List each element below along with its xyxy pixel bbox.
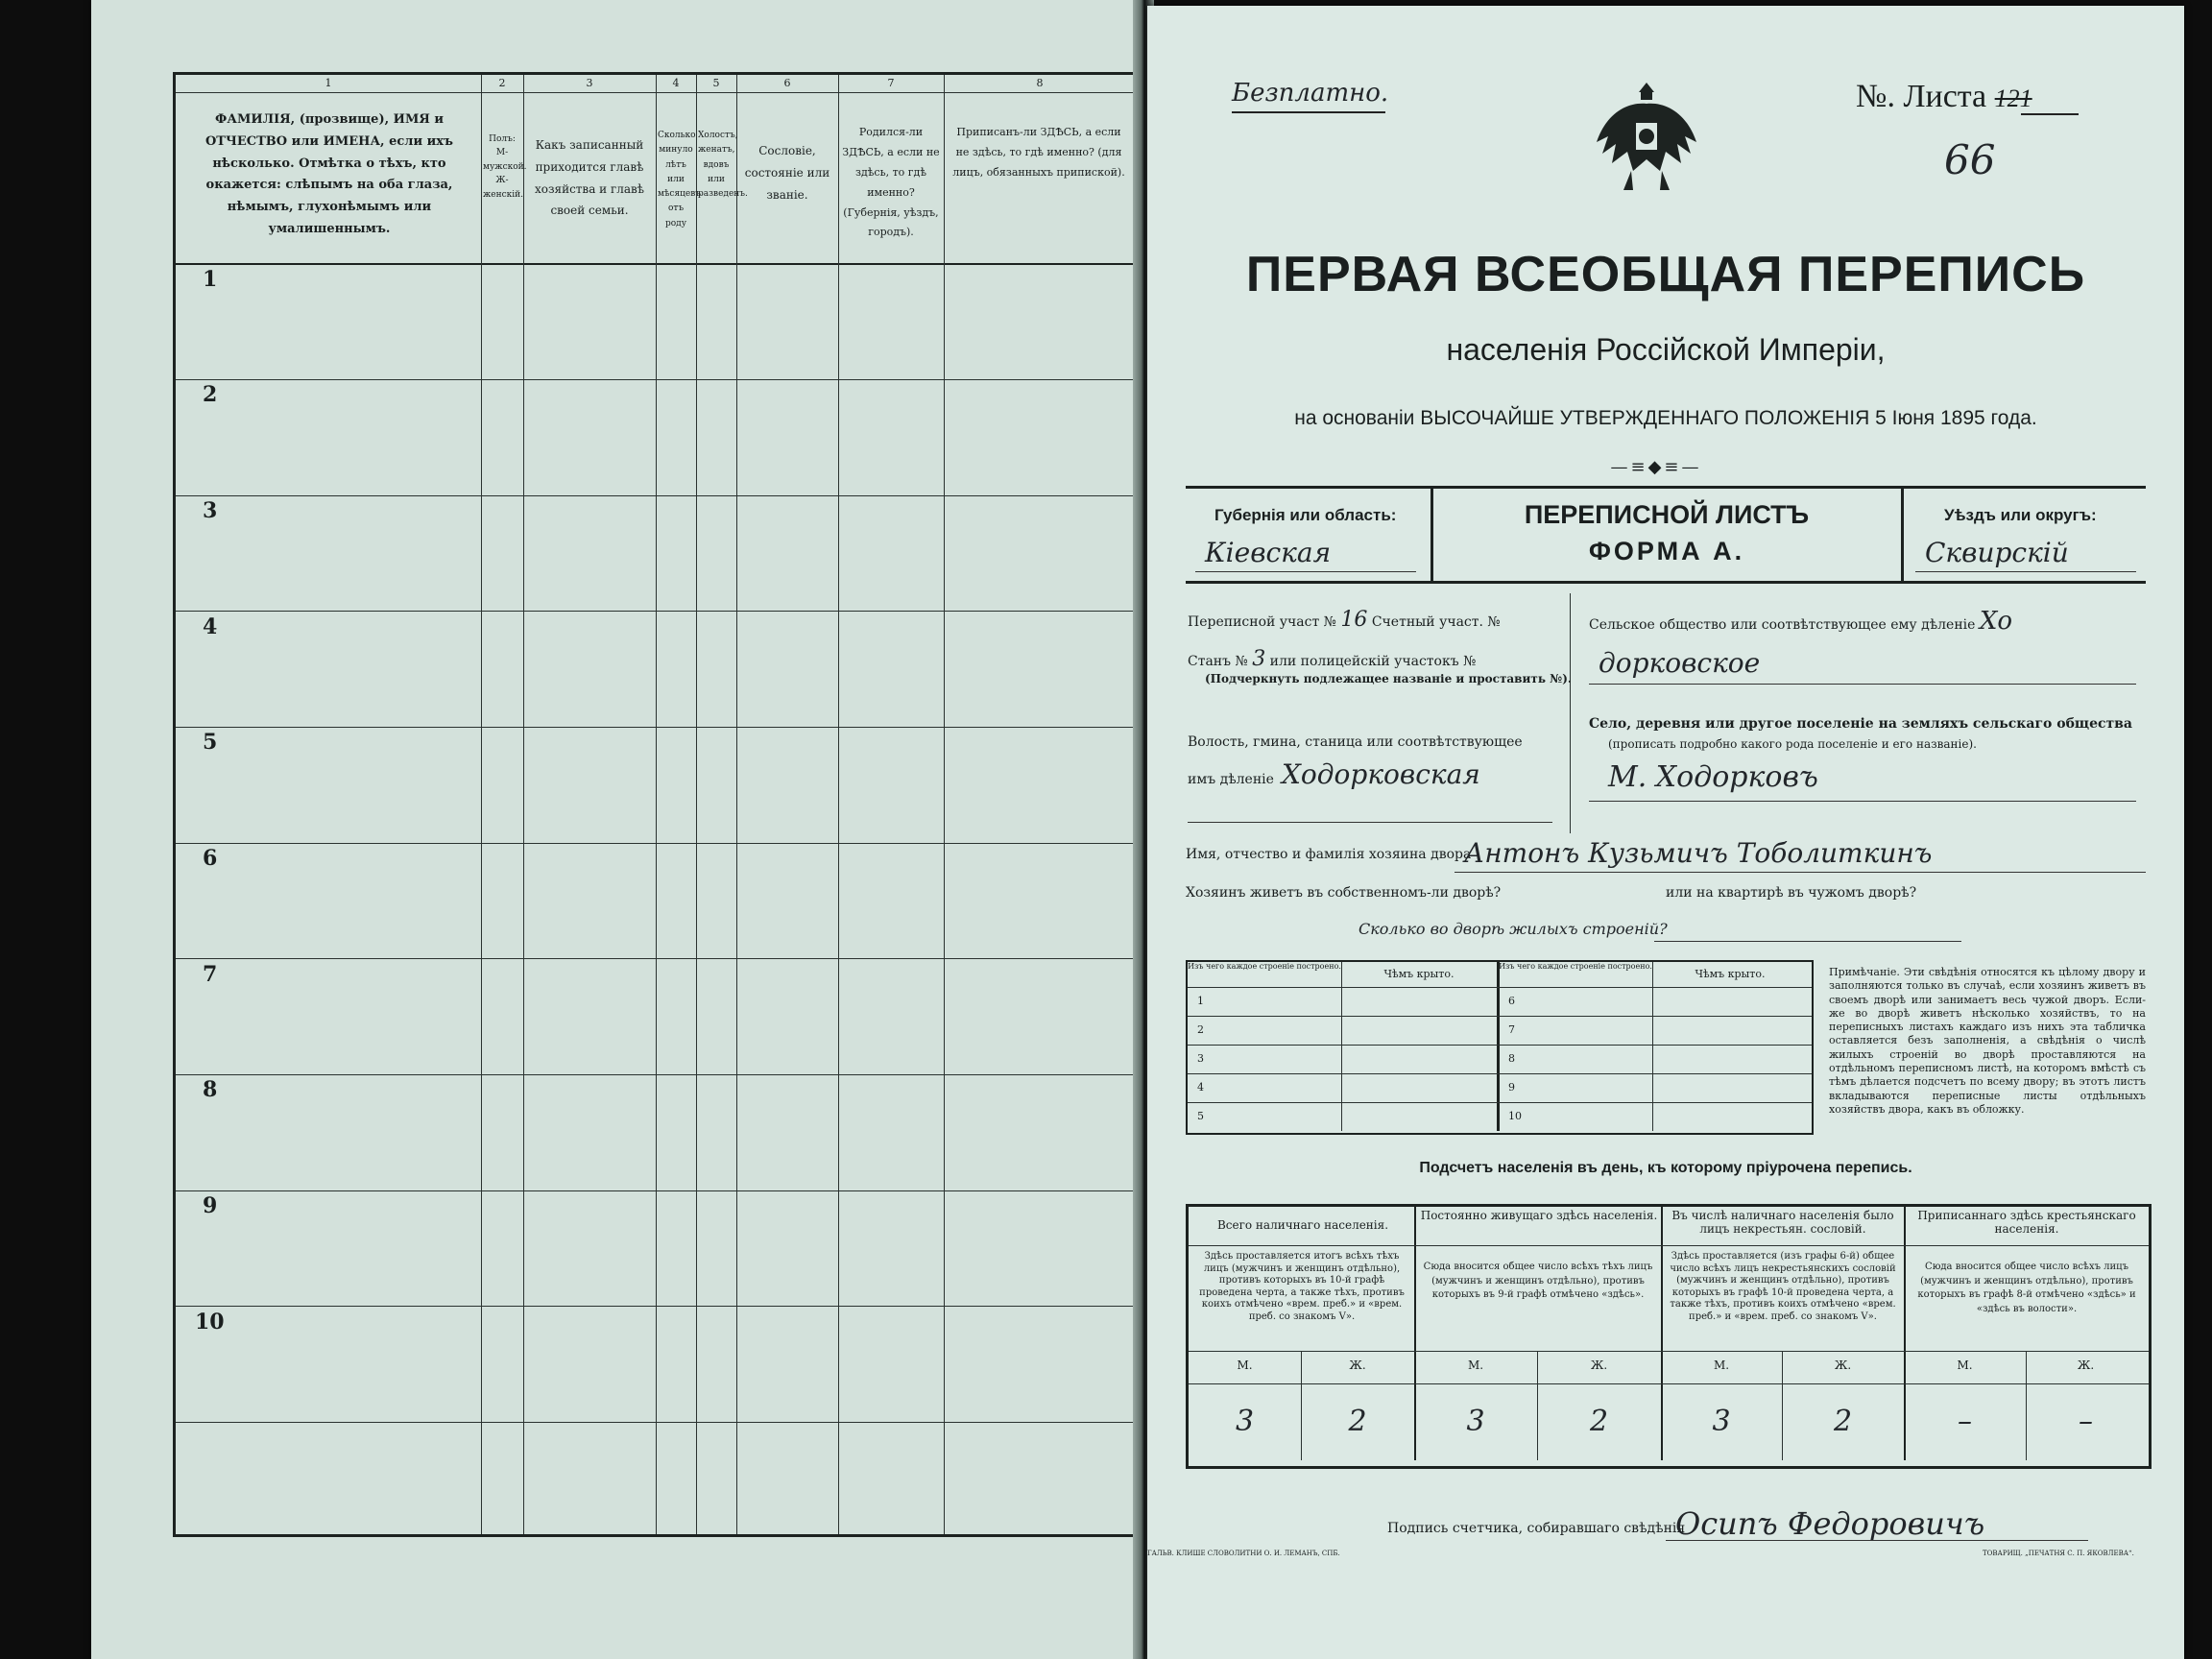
bld-head-roof: Чѣмъ крыто.: [1383, 968, 1455, 980]
bld-row-number: 5: [1197, 1110, 1204, 1122]
count-table: [1186, 1204, 2152, 1469]
owner-underline: [1455, 872, 2146, 873]
volost-label: Волость, гмина, станица или соотвѣтствующее имъ дѣленіе: [1188, 734, 1523, 788]
count-mz: Ж.: [1590, 1358, 1608, 1372]
uchastok-row: Переписной участ № 16 Счетный участ. №: [1188, 608, 1501, 632]
selo-value: М. Ходорковъ: [1608, 760, 1818, 794]
count-value: 3: [1235, 1405, 1255, 1438]
obshchestvo-row: Сельское общество или соотвѣтствующее ему дѣленіе Хо: [1589, 607, 2013, 636]
header-age: Сколько минуло лѣтъ или мѣсяцевъ отъ роду: [658, 131, 702, 228]
count-value: 3: [1712, 1405, 1731, 1438]
count-value: –: [1958, 1405, 1972, 1438]
imperial-eagle-icon: [1589, 75, 1704, 198]
owner-row: Имя, отчество и фамилія хозяина двора: [1186, 847, 1472, 862]
form-title-2: ФОРМА А.: [1588, 537, 1745, 565]
count-head-nonpeasant: Въ числѣ наличнаго населенія было лицъ некрестьян. сословій.: [1671, 1209, 1894, 1236]
stan-row: Станъ № 3 или полицейскій участокъ №: [1188, 647, 1477, 671]
count-desc: Здѣсь проставляется (изъ графы 6-й) общее число всѣхъ лицъ некрестьянскихъ сословій (мужчинъ и женщинъ отдѣльно), противъ которыхъ въ графѣ 10-й проведена черта, а также тѣхъ, противъ коихъ отмѣчено «врем. преб.» и «врем. преб. со знакомъ V».: [1670, 1251, 1896, 1322]
col-number: 4: [672, 77, 680, 89]
sheet-no-underline: [2021, 113, 2079, 115]
count-title: Подсчетъ населенія въ день, къ которому пріурочена перепись.: [1419, 1160, 1912, 1176]
count-mz: Ж.: [2077, 1358, 2095, 1372]
stan-value: 3: [1252, 647, 1266, 671]
uezd-label: Уѣздъ или округъ:: [1944, 506, 2097, 524]
count-value: 2: [1833, 1405, 1853, 1438]
uchastok-value: 16: [1340, 608, 1368, 632]
count-mz: Ж.: [1834, 1358, 1852, 1372]
count-mz: М.: [1237, 1358, 1253, 1372]
header-marital: Холостъ, женатъ, вдовъ или разведенъ.: [698, 131, 748, 200]
bld-head-material: Изъ чего каждое строеніе построено.: [1188, 962, 1341, 971]
count-mz: М.: [1957, 1358, 1973, 1372]
footer-left: ГАЛЬВ. КЛИШЕ СЛОВОЛИТНИ О. И. ЛЕМАНЪ, СПБ.: [1147, 1550, 1340, 1557]
count-mz: Ж.: [1349, 1358, 1366, 1372]
bld-row-number: 2: [1197, 1023, 1204, 1036]
buildings-underline: [1654, 941, 1961, 942]
ornament-divider: —≡◆≡—: [1610, 457, 1702, 477]
document-subtitle: населенія Россійской Имперіи,: [1446, 332, 1886, 367]
row-number: 8: [203, 1077, 218, 1102]
signature-value: Осипъ Федоровичъ: [1675, 1505, 1985, 1542]
document-title: ПЕРВАЯ ВСЕОБЩАЯ ПЕРЕПИСЬ: [1245, 247, 2086, 302]
header-birthplace: Родился-ли ЗДѢСЬ, а если не здѣсь, то гдѣ именно? (Губернія, уѣздъ, городъ).: [842, 126, 940, 239]
free-underline: [1232, 111, 1385, 113]
count-value: 2: [1589, 1405, 1609, 1438]
selo-note: (прописать подробно какого рода поселеніе и его названіе).: [1608, 737, 1977, 751]
row-number: 3: [203, 498, 218, 523]
selo-label: Село, деревня или другое поселеніе на земляхъ сельскаго общества: [1589, 716, 2132, 732]
buildings-table: [1186, 960, 1814, 1135]
count-head-permanent: Постоянно живущаго здѣсь населенія.: [1420, 1209, 1658, 1222]
bld-row-number: 8: [1508, 1052, 1515, 1065]
row-number: 1: [203, 267, 218, 292]
buildings-note: Примѣчаніе. Эти свѣдѣнія относятся къ цѣлому двору и заполняются только въ случаѣ, если хозяинъ живетъ въ своемъ дворѣ или занимаетъ весь чужой дворъ. Если-же во дворѣ живетъ нѣсколько хозяйствъ, то на переписныхъ листахъ каждаго изъ нихъ эта табличка оставляется безъ заполненія, а свѣдѣнія о числѣ жилыхъ строеній во дворѣ проставляются на отдѣльномъ переписномъ листѣ, на которомъ вмѣстѣ съ тѣмъ дѣлается подсчетъ по всему двору; въ этотъ листъ вкладываются переписные листы отдѣльныхъ хозяйствъ двора, какъ въ обложку.: [1829, 966, 2146, 1116]
obshchestvo-value-2: дорковское: [1599, 647, 1761, 679]
header-sex: Полъ: М-мужской. Ж-женскій.: [483, 134, 527, 200]
row-number: 5: [203, 730, 218, 755]
free-label: Безплатно.: [1232, 79, 1389, 108]
uezd-value: Сквирскій: [1925, 537, 2069, 568]
row-number: 7: [203, 962, 218, 987]
col-number: 7: [887, 77, 895, 89]
count-desc: Сюда вносится общее число всѣхъ лицъ (мужчинъ и женщинъ отдѣльно), противъ которыхъ въ графѣ 8-й отмѣчено «здѣсь» и «здѣсь въ волости».: [1917, 1262, 2136, 1314]
obshchestvo-underline: [1589, 684, 2136, 685]
row-number: 2: [203, 382, 218, 407]
footer-right: ТОВАРИЩ. „ПЕЧАТНЯ С. П. ЯКОВЛЕВА“.: [1983, 1550, 2134, 1557]
sheet-no-hand: 66: [1944, 136, 1996, 183]
col-number: 8: [1036, 77, 1044, 89]
bld-row-number: 9: [1508, 1081, 1515, 1094]
uezd-underline: [1915, 571, 2136, 572]
col-number: 6: [783, 77, 791, 89]
left-page: [91, 0, 1138, 1659]
bld-row-number: 10: [1508, 1110, 1522, 1122]
count-value: –: [2079, 1405, 2093, 1438]
form-title-1: ПЕРЕПИСНОЙ ЛИСТЪ: [1524, 500, 1810, 529]
gubernia-underline: [1195, 571, 1416, 572]
bld-row-number: 1: [1197, 995, 1204, 1007]
selo-underline: [1589, 801, 2136, 802]
count-desc: Здѣсь проставляется итогъ всѣхъ тѣхъ лицъ (мужчинъ и женщинъ отдѣльно), противъ которыхъ въ 10-й графѣ проведена черта, а также тѣхъ, противъ коихъ отмѣчено «врем. преб.» и «врем. преб. со знакомъ V».: [1199, 1251, 1405, 1322]
bld-row-number: 4: [1197, 1081, 1204, 1094]
row-number: 4: [203, 614, 218, 639]
header-estate: Сословіе, состояніе или званіе.: [744, 144, 830, 202]
bld-row-number: 6: [1508, 995, 1515, 1007]
sheet-no-label: №. Листа 121: [1856, 79, 2032, 114]
header-name: ФАМИЛІЯ, (прозвище), ИМЯ и ОТЧЕСТВО или ИМЕНА, если ихъ нѣсколько. Отмѣтка о тѣхъ, кто окажется: слѣпымъ на оба глаза, нѣмымъ, глухонѣмымъ или умалишеннымъ.: [204, 112, 453, 236]
lives-rent-label: или на квартирѣ въ чужомъ дворѣ?: [1666, 885, 1917, 901]
obshchestvo-value-1: Хо: [1979, 607, 2013, 636]
lives-own-label: Хозяинъ живетъ въ собственномъ-ли дворѣ?: [1186, 885, 1502, 901]
col-number: 5: [712, 77, 720, 89]
document-basis: на основаніи ВЫСОЧАЙШЕ УТВЕРЖДЕННАГО ПОЛОЖЕНІЯ 5 Іюня 1895 года.: [1294, 407, 2037, 429]
bld-row-number: 7: [1508, 1023, 1515, 1036]
header-relation: Какъ записанный приходится главѣ хозяйства и главѣ своей семьи.: [534, 138, 645, 218]
bld-head-material: Изъ чего каждое строеніе построено.: [1499, 962, 1652, 971]
row-number: 6: [203, 846, 218, 871]
row-number: 10: [195, 1310, 225, 1334]
gubernia-label: Губернія или область:: [1214, 506, 1397, 524]
count-mz: М.: [1713, 1358, 1730, 1372]
count-mz: М.: [1467, 1358, 1484, 1372]
count-value: 3: [1466, 1405, 1485, 1438]
volost-value: Ходорковская: [1282, 758, 1480, 790]
owner-value: Антонъ Кузьмичъ Тоболиткинъ: [1464, 837, 1933, 869]
count-value: 2: [1348, 1405, 1367, 1438]
count-head-total: Всего наличнаго населенія.: [1216, 1218, 1389, 1232]
count-desc: Сюда вносится общее число всѣхъ тѣхъ лицъ (мужчинъ и женщинъ отдѣльно), противъ которыхъ въ 9-й графѣ отмѣчено «здѣсь».: [1423, 1262, 1653, 1300]
buildings-label: Сколько во дворѣ жилыхъ строеній?: [1358, 920, 1668, 938]
col-number: 3: [586, 77, 593, 89]
header-registered: Приписанъ-ли ЗДѢСЬ, а если не здѣсь, то гдѣ именно? (для лицъ, обязанныхъ припиской).: [952, 126, 1125, 179]
count-head-peasant: Приписаннаго здѣсь крестьянскаго населенія.: [1917, 1209, 2136, 1236]
location-block: [1186, 593, 2146, 833]
bld-head-roof: Чѣмъ крыто.: [1695, 968, 1766, 980]
stan-note: (Подчеркнуть подлежащее названіе и проставить №).: [1205, 672, 1573, 685]
col-number: 2: [498, 77, 506, 89]
sheet-no-crossed: 121: [1994, 84, 2032, 112]
region-row: [1186, 486, 2146, 584]
row-number: 9: [203, 1193, 218, 1218]
gubernia-value: Кіевская: [1205, 537, 1332, 568]
volost-underline: [1188, 822, 1552, 823]
signature-label: Подпись счетчика, собиравшаго свѣдѣнія: [1387, 1521, 1686, 1536]
bld-row-number: 3: [1197, 1052, 1204, 1065]
left-census-table: [173, 72, 1136, 1537]
col-number: 1: [325, 77, 332, 89]
right-page: [1147, 6, 2184, 1659]
signature-underline: [1666, 1540, 2088, 1541]
